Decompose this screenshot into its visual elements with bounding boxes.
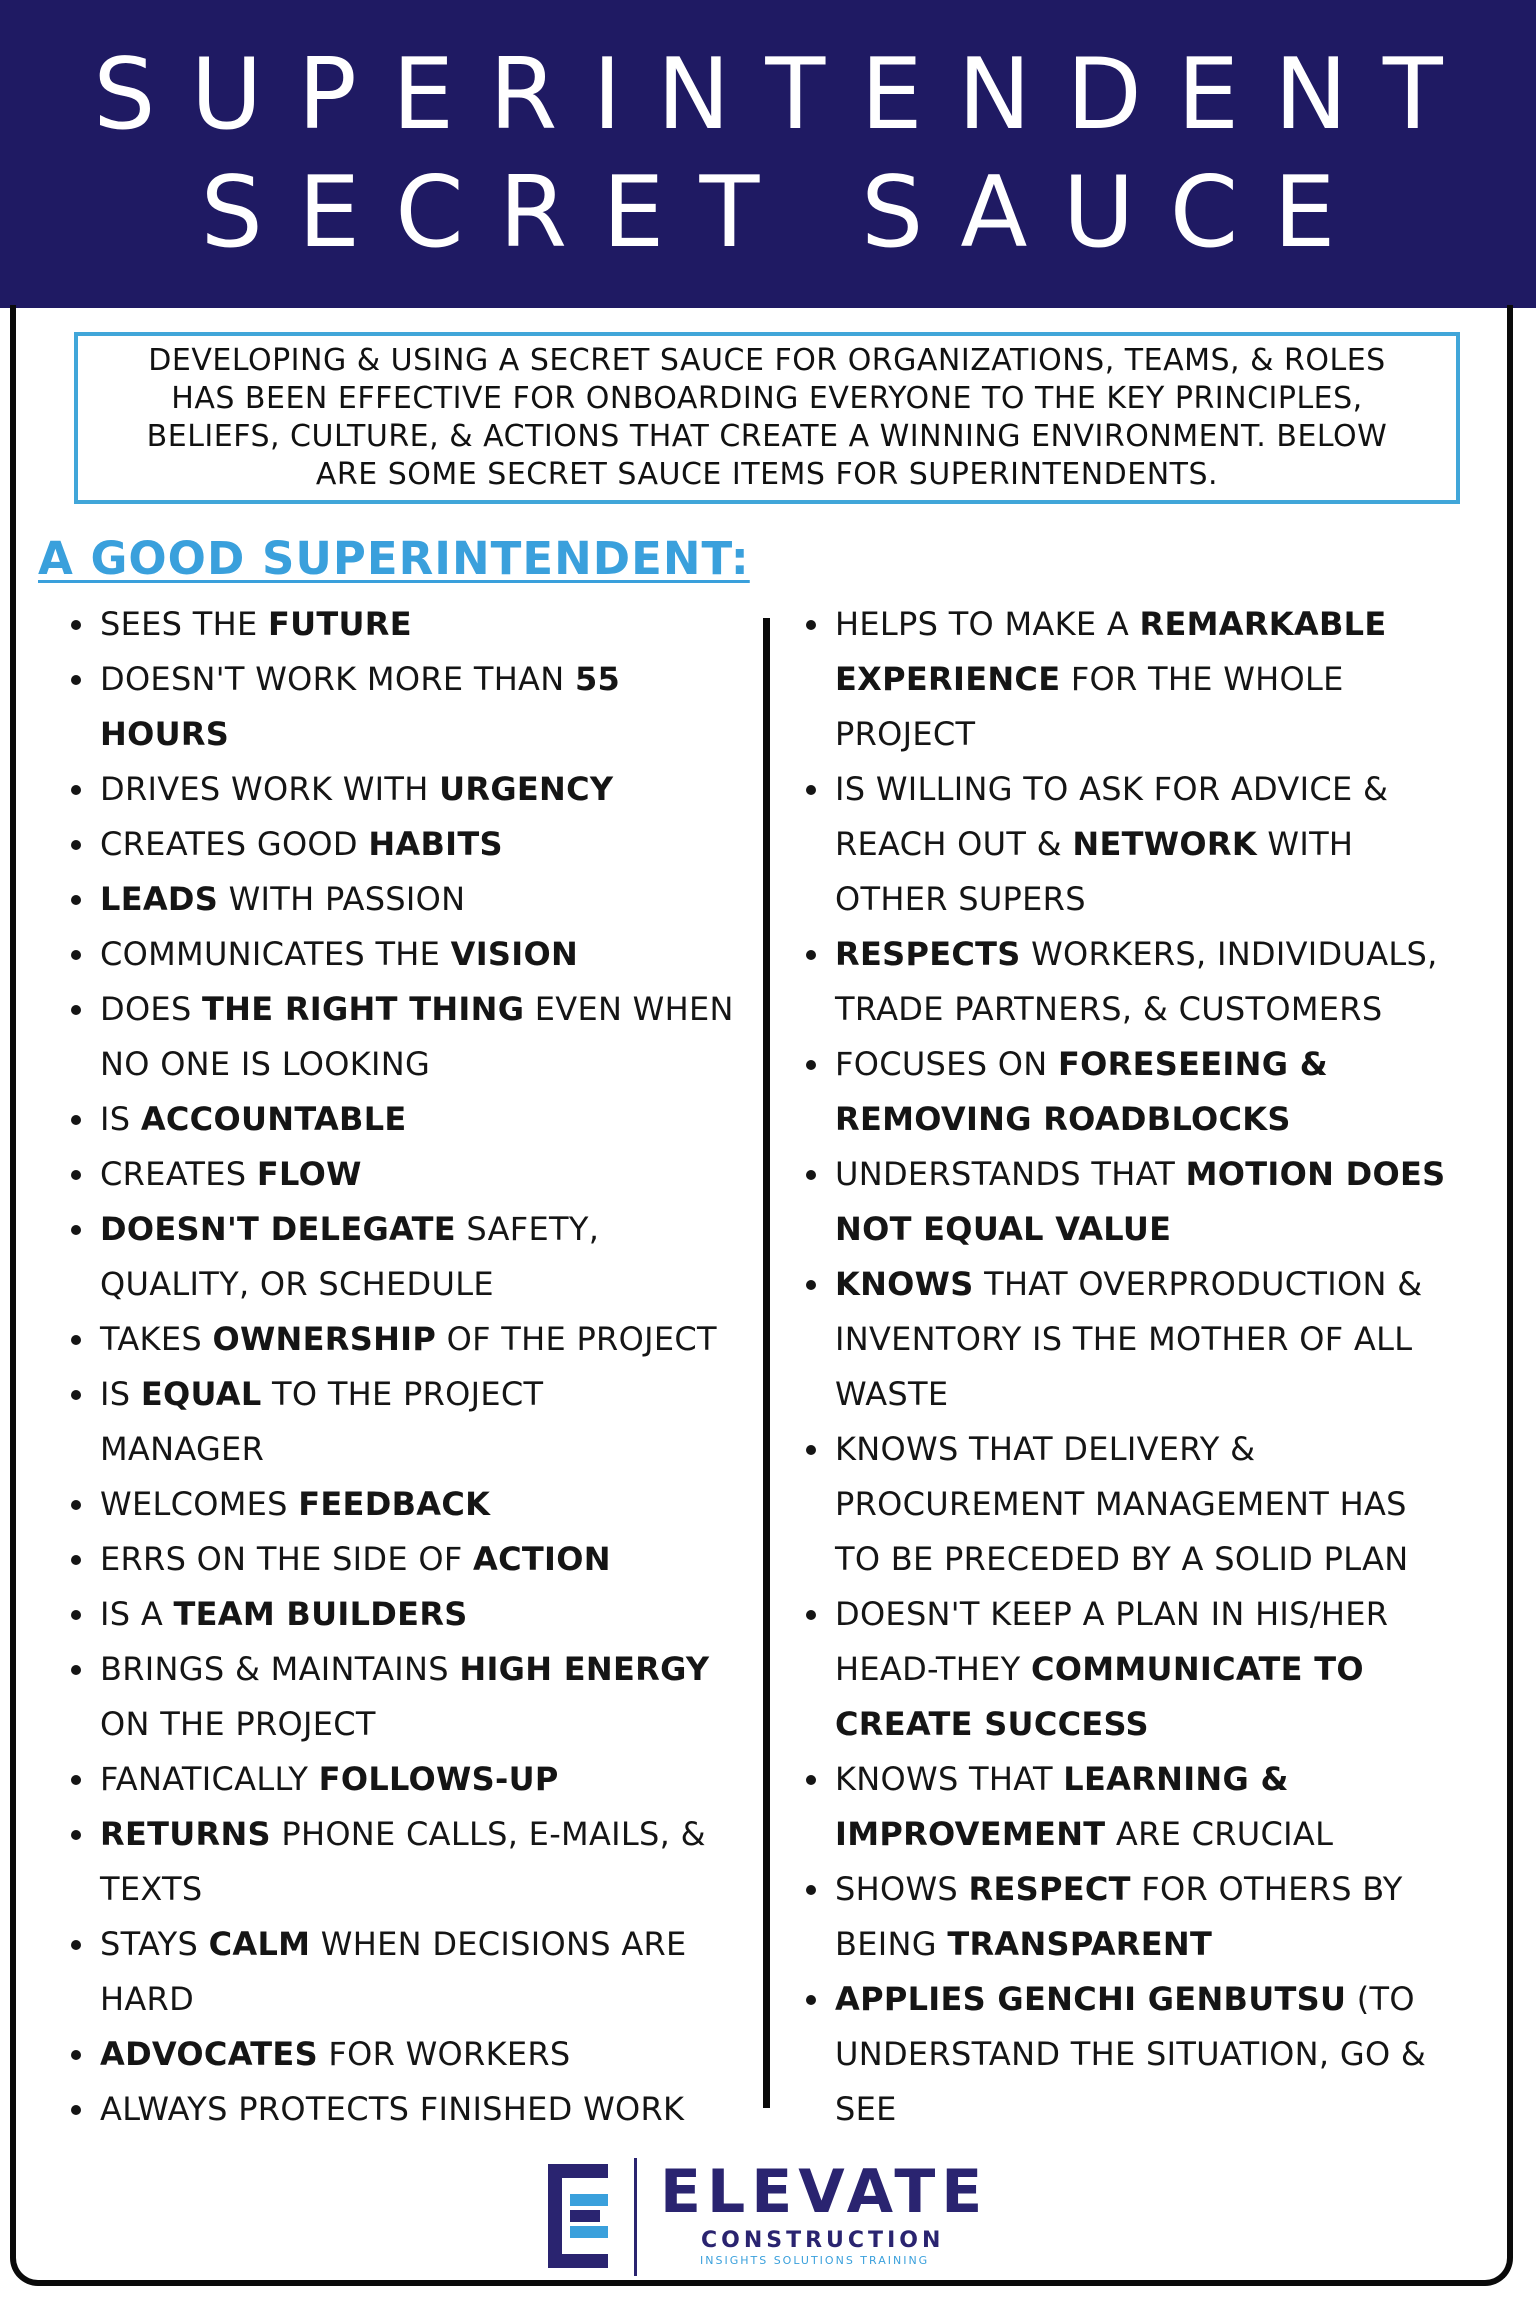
intro-line: BELIEFS, CULTURE, & ACTIONS THAT CREATE A WINNING ENVIRONMENT. BELOW <box>146 419 1388 454</box>
column-divider <box>763 618 770 2108</box>
emphasis-text: APPLIES GENCHI GENBUTSU <box>835 1980 1347 2018</box>
item-text: WHEN DECISIONS ARE <box>310 1925 687 1963</box>
list-item-line <box>100 1697 760 1752</box>
item-text: HARD <box>100 1980 195 2018</box>
list-item-line <box>835 1532 1475 1587</box>
list-item <box>805 927 1475 1037</box>
list-item <box>805 1752 1475 1862</box>
list-item <box>70 2082 760 2137</box>
emphasis-text: ACCOUNTABLE <box>140 1100 407 1138</box>
elevate-e-icon <box>548 2164 608 2268</box>
item-text: CREATES <box>100 1155 257 1193</box>
list-item <box>70 1752 760 1807</box>
list-item-line <box>100 1257 760 1312</box>
list-item-line <box>100 1807 760 1862</box>
emphasis-text: RESPECTS <box>835 935 1021 973</box>
list-item-line <box>835 1092 1475 1147</box>
list-item <box>70 872 760 927</box>
item-text: IS <box>100 1375 141 1413</box>
item-text: TRADE PARTNERS, & CUSTOMERS <box>835 990 1383 1028</box>
item-text: DRIVES WORK WITH <box>100 770 440 808</box>
list-item-line <box>835 1202 1475 1257</box>
emphasis-text: REMARKABLE <box>1139 605 1387 643</box>
item-text: FOCUSES ON <box>835 1045 1058 1083</box>
list-item-line <box>100 1862 760 1917</box>
left-trait-list <box>70 597 760 2137</box>
item-text: SHOWS <box>835 1870 969 1908</box>
item-text: IS <box>100 1100 141 1138</box>
list-item-line <box>835 927 1475 982</box>
emphasis-text: RESPECT <box>968 1870 1131 1908</box>
page-title-line-1: SUPERINTENDENT <box>93 38 1479 152</box>
list-item <box>70 1642 760 1752</box>
item-text: SEE <box>835 2090 897 2128</box>
list-item <box>70 597 760 652</box>
list-item-line <box>100 1422 760 1477</box>
list-item-line <box>835 1587 1475 1642</box>
list-item-line <box>835 1312 1475 1367</box>
list-item <box>805 762 1475 927</box>
list-item <box>805 1587 1475 1752</box>
list-item-line <box>100 872 760 927</box>
list-item-line <box>100 1972 760 2027</box>
list-item <box>70 762 760 817</box>
item-text: FOR WORKERS <box>317 2035 571 2073</box>
list-item-line <box>835 1972 1475 2027</box>
item-text: TEXTS <box>100 1870 203 1908</box>
item-text: ALWAYS PROTECTS FINISHED WORK <box>100 2090 685 2128</box>
emphasis-text: EXPERIENCE <box>835 660 1061 698</box>
section-heading: A GOOD SUPERINTENDENT: <box>38 532 750 585</box>
list-item-line <box>100 597 760 652</box>
list-item-line <box>100 927 760 982</box>
item-text: INVENTORY IS THE MOTHER OF ALL <box>835 1320 1413 1358</box>
item-text: STAYS <box>100 1925 209 1963</box>
list-item-line <box>100 707 760 762</box>
item-text: IS A <box>100 1595 174 1633</box>
list-item-line <box>100 817 760 872</box>
list-item <box>805 1257 1475 1422</box>
list-item-line <box>100 1367 760 1422</box>
list-item-line <box>100 1752 760 1807</box>
logo-wordmark: ELEVATE <box>660 2157 989 2227</box>
list-item <box>70 1917 760 2027</box>
list-item-line <box>100 652 760 707</box>
emphasis-text: 55 <box>574 660 621 698</box>
logo-subtitle: CONSTRUCTION <box>701 2228 945 2253</box>
item-text: QUALITY, OR SCHEDULE <box>100 1265 494 1303</box>
list-item-line <box>835 1367 1475 1422</box>
emphasis-text: HIGH ENERGY <box>459 1650 710 1688</box>
list-item-line <box>835 982 1475 1037</box>
list-item <box>70 1147 760 1202</box>
list-item-line <box>100 1147 760 1202</box>
list-item-line <box>100 1477 760 1532</box>
item-text: KNOWS THAT DELIVERY & <box>835 1430 1256 1468</box>
item-text: TAKES <box>100 1320 213 1358</box>
emphasis-text: OWNERSHIP <box>212 1320 437 1358</box>
item-text: PROJECT <box>835 715 976 753</box>
list-item <box>805 1147 1475 1257</box>
list-item <box>70 1202 760 1312</box>
title-banner <box>0 0 1536 308</box>
list-item <box>70 1367 760 1477</box>
list-item <box>70 1312 760 1367</box>
intro-text <box>147 342 1388 494</box>
item-text: PROCUREMENT MANAGEMENT HAS <box>835 1485 1407 1523</box>
item-text: OF THE PROJECT <box>436 1320 717 1358</box>
item-text: DOESN'T WORK MORE THAN <box>100 660 575 698</box>
emphasis-text: NETWORK <box>1072 825 1257 863</box>
item-text: HEAD-THEY <box>835 1650 1031 1688</box>
item-text: SEES THE <box>100 605 268 643</box>
item-text: COMMUNICATES THE <box>100 935 451 973</box>
list-item-line <box>835 1037 1475 1092</box>
list-item-line <box>100 1037 760 1092</box>
list-item <box>70 1532 760 1587</box>
list-item <box>70 1587 760 1642</box>
list-item <box>805 1972 1475 2137</box>
emphasis-text: VISION <box>450 935 579 973</box>
emphasis-text: FORESEEING & <box>1057 1045 1328 1083</box>
list-item <box>805 1037 1475 1147</box>
item-text: SAFETY, <box>455 1210 600 1248</box>
intro-line: HAS BEEN EFFECTIVE FOR ONBOARDING EVERYONE TO THE KEY PRINCIPLES, <box>171 381 1363 416</box>
item-text: EVEN WHEN <box>524 990 734 1028</box>
item-text: REACH OUT & <box>835 825 1073 863</box>
list-item <box>70 1477 760 1532</box>
item-text: THAT OVERPRODUCTION & <box>973 1265 1423 1303</box>
right-trait-list <box>805 597 1475 2137</box>
logo-separator <box>634 2158 637 2276</box>
item-text: ON THE PROJECT <box>100 1705 376 1743</box>
list-item-line <box>100 762 760 817</box>
emphasis-text: COMMUNICATE TO <box>1030 1650 1364 1688</box>
emphasis-text: HABITS <box>368 825 503 863</box>
list-item <box>805 1862 1475 1972</box>
emphasis-text: LEARNING & <box>1063 1760 1289 1798</box>
item-text: PHONE CALLS, E-MAILS, & <box>270 1815 706 1853</box>
logo-tagline: INSIGHTS SOLUTIONS TRAINING <box>700 2254 930 2267</box>
list-item-line <box>835 1422 1475 1477</box>
item-text: UNDERSTANDS THAT <box>835 1155 1186 1193</box>
item-text: TO BE PRECEDED BY A SOLID PLAN <box>835 1540 1409 1578</box>
list-item-line <box>835 597 1475 652</box>
elevate-logo <box>548 2152 989 2276</box>
item-text: FANATICALLY <box>100 1760 319 1798</box>
list-item-line <box>835 1257 1475 1312</box>
item-text: (TO <box>1346 1980 1415 2018</box>
list-item-line <box>835 1807 1475 1862</box>
list-item <box>70 982 760 1092</box>
emphasis-text: IMPROVEMENT <box>835 1815 1106 1853</box>
emphasis-text: FUTURE <box>267 605 412 643</box>
emphasis-text: THE RIGHT THING <box>202 990 525 1028</box>
item-text: MANAGER <box>100 1430 265 1468</box>
intro-line: DEVELOPING & USING A SECRET SAUCE FOR ORGANIZATIONS, TEAMS, & ROLES <box>148 343 1386 378</box>
emphasis-text: REMOVING ROADBLOCKS <box>835 1100 1291 1138</box>
list-item-line <box>100 982 760 1037</box>
list-item-line <box>835 1697 1475 1752</box>
item-text: NO ONE IS LOOKING <box>100 1045 431 1083</box>
list-item <box>70 1092 760 1147</box>
list-item-line <box>100 1642 760 1697</box>
item-text: BEING <box>835 1925 948 1963</box>
page-title-line-2: SECRET SAUCE <box>200 156 1371 270</box>
emphasis-text: FEEDBACK <box>298 1485 491 1523</box>
list-item-line <box>835 1752 1475 1807</box>
list-item-line <box>100 1917 760 1972</box>
item-text: DOES <box>100 990 203 1028</box>
emphasis-text: MOTION DOES <box>1185 1155 1446 1193</box>
list-item-line <box>835 1477 1475 1532</box>
emphasis-text: FLOW <box>256 1155 362 1193</box>
item-text: WITH PASSION <box>218 880 466 918</box>
list-item-line <box>100 1587 760 1642</box>
list-item-line <box>835 652 1475 707</box>
list-item-line <box>100 1532 760 1587</box>
emphasis-text: CREATE SUCCESS <box>835 1705 1149 1743</box>
list-item-line <box>835 762 1475 817</box>
item-text: FOR THE WHOLE <box>1060 660 1344 698</box>
emphasis-text: NOT EQUAL VALUE <box>835 1210 1172 1248</box>
emphasis-text: ADVOCATES <box>100 2035 318 2073</box>
list-item <box>805 597 1475 762</box>
list-item-line <box>100 1202 760 1257</box>
item-text: FOR OTHERS BY <box>1130 1870 1403 1908</box>
list-item-line <box>835 1147 1475 1202</box>
emphasis-text: LEADS <box>100 880 219 918</box>
item-text: WORKERS, INDIVIDUALS, <box>1020 935 1438 973</box>
emphasis-text: ACTION <box>473 1540 611 1578</box>
intro-line: ARE SOME SECRET SAUCE ITEMS FOR SUPERINTENDENTS. <box>315 457 1219 492</box>
emphasis-text: KNOWS <box>835 1265 974 1303</box>
intro-box <box>74 332 1460 504</box>
item-text: DOESN'T KEEP A PLAN IN HIS/HER <box>835 1595 1389 1633</box>
item-text: BRINGS & MAINTAINS <box>100 1650 460 1688</box>
item-text: ARE CRUCIAL <box>1105 1815 1334 1853</box>
item-text: TO THE PROJECT <box>261 1375 544 1413</box>
list-item-line <box>835 707 1475 762</box>
item-text: WITH <box>1256 825 1354 863</box>
item-text: WASTE <box>835 1375 949 1413</box>
emphasis-text: EQUAL <box>140 1375 262 1413</box>
list-item <box>70 817 760 872</box>
item-text: ERRS ON THE SIDE OF <box>100 1540 474 1578</box>
list-item <box>805 1422 1475 1587</box>
emphasis-text: FOLLOWS-UP <box>318 1760 559 1798</box>
item-text: IS WILLING TO ASK FOR ADVICE & <box>835 770 1389 808</box>
item-text: CREATES GOOD <box>100 825 369 863</box>
item-text: HELPS TO MAKE A <box>835 605 1140 643</box>
item-text: UNDERSTAND THE SITUATION, GO & <box>835 2035 1427 2073</box>
emphasis-text: TEAM BUILDERS <box>173 1595 468 1633</box>
list-item-line <box>100 1312 760 1367</box>
emphasis-text: RETURNS <box>100 1815 271 1853</box>
list-item-line <box>835 1862 1475 1917</box>
emphasis-text: TRANSPARENT <box>947 1925 1213 1963</box>
list-item-line <box>835 2027 1475 2082</box>
list-item-line <box>835 1642 1475 1697</box>
list-item-line <box>835 2082 1475 2137</box>
list-item-line <box>835 817 1475 872</box>
list-item-line <box>835 1917 1475 1972</box>
item-text: OTHER SUPERS <box>835 880 1086 918</box>
emphasis-text: CALM <box>208 1925 311 1963</box>
emphasis-text: DOESN'T DELEGATE <box>100 1210 456 1248</box>
emphasis-text: URGENCY <box>439 770 614 808</box>
emphasis-text: HOURS <box>100 715 230 753</box>
list-item-line <box>100 2027 760 2082</box>
list-item <box>70 2027 760 2082</box>
item-text: WELCOMES <box>100 1485 299 1523</box>
list-item <box>70 1807 760 1917</box>
list-item <box>70 927 760 982</box>
list-item-line <box>100 2082 760 2137</box>
list-item <box>70 652 760 762</box>
list-item-line <box>100 1092 760 1147</box>
list-item-line <box>835 872 1475 927</box>
item-text: KNOWS THAT <box>835 1760 1064 1798</box>
